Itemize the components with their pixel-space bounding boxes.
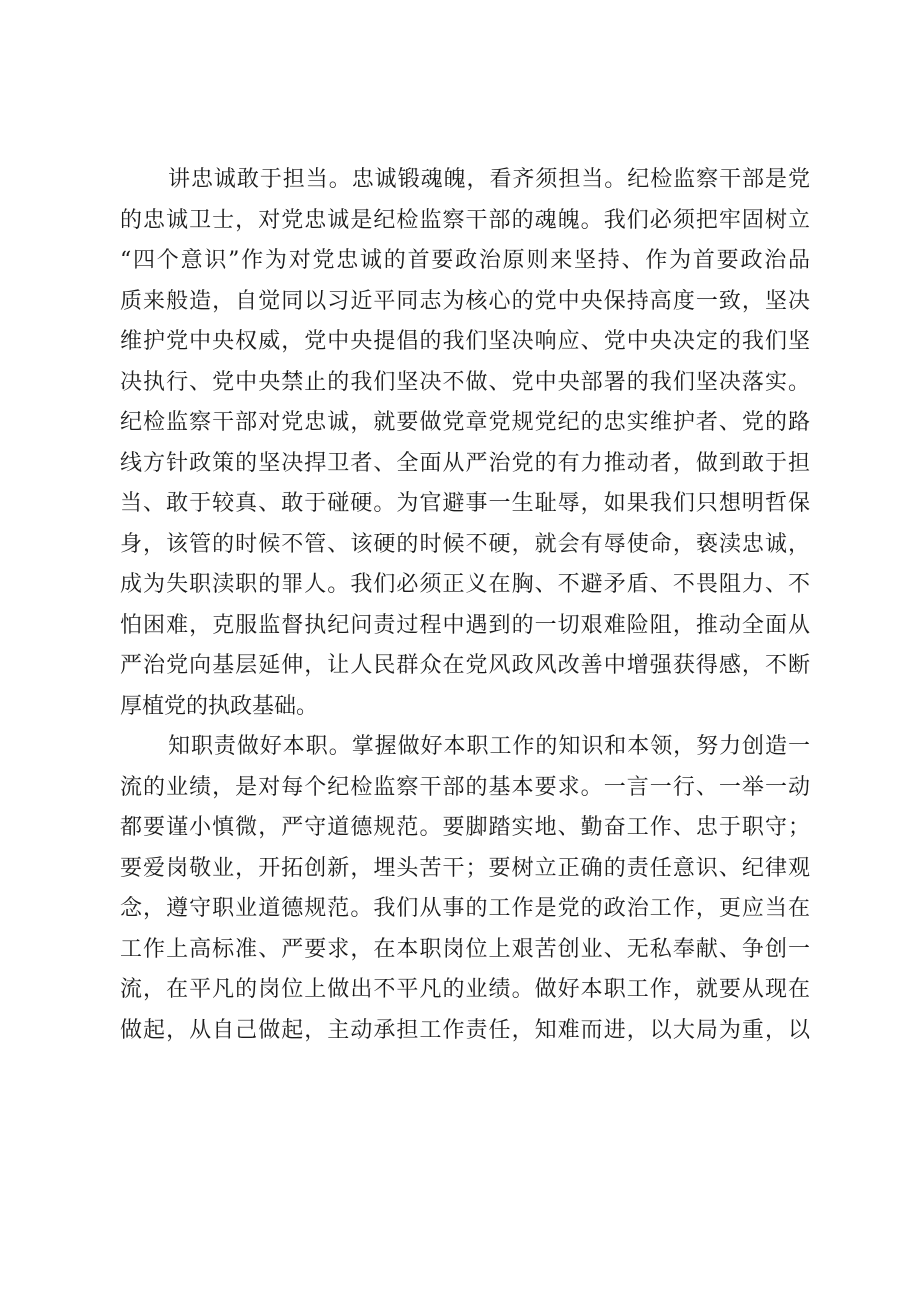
paragraph-line: 决执行、党中央禁止的我们坚决不做、党中央部署的我们坚决落实。 xyxy=(120,369,810,395)
paragraph-line: 知职责做好本职。掌握做好本职工作的知识和本领，努力创造一 xyxy=(168,734,810,759)
paragraph-line: “四个意识”作为对党忠诚的首要政治原则来坚持、作为首要政治品 xyxy=(120,248,810,273)
paragraph-line: 讲忠诚敢于担当。忠诚锻魂魄，看齐须担当。纪检监察干部是党 xyxy=(168,167,810,192)
paragraph-line: 身，该管的时候不管、该硬的时候不硬，就会有辱使命，亵渎忠诚， xyxy=(120,531,810,557)
paragraph-line: 厚植党的执政基础。 xyxy=(120,693,319,719)
paragraph-loyalty xyxy=(120,160,810,727)
paragraph-line: 的忠诚卫士，对党忠诚是纪检监察干部的魂魄。我们必须把牢固树立 xyxy=(120,207,810,233)
paragraph-line: 维护党中央权威，党中央提倡的我们坚决响应、党中央决定的我们坚 xyxy=(120,329,810,354)
paragraph-line: 怕困难，克服监督执纪问责过程中遇到的一切艰难险阻，推动全面从 xyxy=(120,612,810,638)
paragraph-line: 做起，从自己做起，主动承担工作责任，知难而进，以大局为重，以 xyxy=(120,1017,810,1043)
paragraph-line: 工作上高标准、严要求，在本职岗位上艰苦创业、无私奉献、争创一 xyxy=(120,936,810,962)
paragraph-line: 要爱岗敬业，开拓创新，埋头苦干；要树立正确的责任意识、纪律观 xyxy=(120,855,810,881)
paragraph-line: 流的业绩，是对每个纪检监察干部的基本要求。一言一行、一举一动 xyxy=(120,774,810,800)
paragraph-line: 线方针政策的坚决捍卫者、全面从严治党的有力推动者，做到敢于担 xyxy=(120,450,810,476)
paragraph-line: 成为失职渎职的罪人。我们必须正义在胸、不避矛盾、不畏阻力、不 xyxy=(120,572,810,597)
paragraph-line: 当、敢于较真、敢于碰硬。为官避事一生耻辱，如果我们只想明哲保 xyxy=(120,491,810,516)
paragraph-line: 纪检监察干部对党忠诚，就要做党章党规党纪的忠实维护者、党的路 xyxy=(120,410,810,435)
paragraph-line: 流，在平凡的岗位上做出不平凡的业绩。做好本职工作，就要从现在 xyxy=(120,977,810,1002)
paragraph-line: 质来般造，自觉同以习近平同志为核心的党中央保持高度一致，坚决 xyxy=(120,288,810,314)
document-body xyxy=(120,160,810,1051)
paragraph-line: 严治党向基层延伸，让人民群众在党风政风改善中增强获得感，不断 xyxy=(120,653,810,678)
paragraph-line: 都要谨小慎微，严守道德规范。要脚踏实地、勤奋工作、忠于职守； xyxy=(120,815,810,840)
paragraph-line: 念，遵守职业道德规范。我们从事的工作是党的政治工作，更应当在 xyxy=(120,896,810,921)
paragraph-duty xyxy=(120,727,810,1051)
